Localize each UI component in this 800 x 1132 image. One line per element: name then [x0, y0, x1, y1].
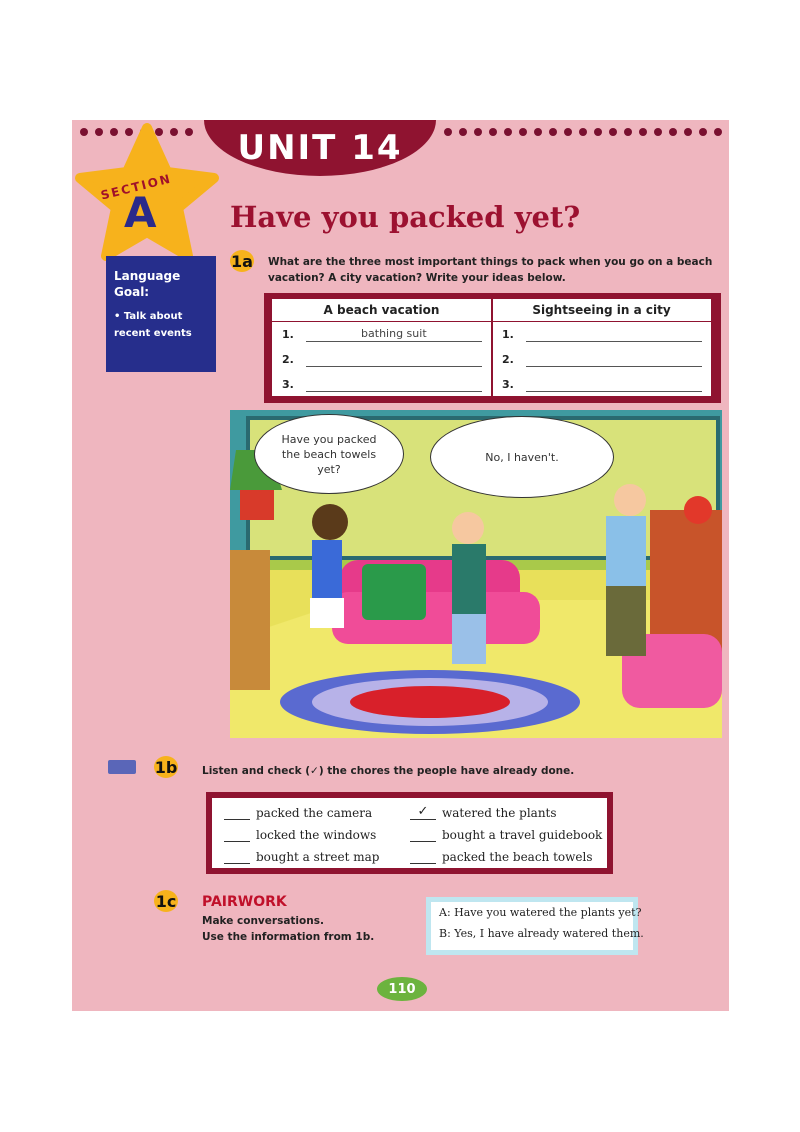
chore-label: packed the camera — [256, 806, 373, 820]
row-number: 3. — [502, 378, 514, 391]
language-goal-box — [106, 256, 216, 372]
chore-label: watered the plants — [442, 806, 557, 820]
pairwork-instructions — [202, 913, 374, 945]
pack-table — [272, 299, 711, 396]
unit-label: UNIT 14 — [237, 128, 403, 168]
beach-row-3 — [272, 372, 491, 397]
chore-item[interactable] — [410, 828, 602, 842]
city-header: Sightseeing in a city — [492, 299, 711, 322]
check-blank[interactable] — [224, 807, 250, 820]
conversation-box — [431, 902, 644, 950]
chore-item[interactable] — [224, 806, 372, 820]
exercise-1a-instruction: What are the three most important things to pack when you go on a beach vacation? A city vacation? Write your ideas below. — [268, 256, 713, 284]
exercise-1a-badge: 1a — [231, 251, 253, 271]
city-row-3 — [492, 372, 711, 397]
page-number: 110 — [377, 977, 427, 1001]
city-answer-3[interactable] — [526, 377, 702, 392]
conversation-frame — [426, 897, 644, 955]
row-number: 1. — [502, 328, 514, 341]
textbook-page — [72, 120, 729, 1011]
section-word: SECTION — [99, 171, 174, 203]
page-title: Have you packed yet? — [230, 200, 581, 234]
speech-bubble-left: Have you packed the beach towels yet? — [254, 414, 404, 494]
conversation-line-a: A: Have you watered the plants yet? — [439, 906, 642, 919]
beach-header: A beach vacation — [272, 299, 491, 322]
beach-column — [272, 299, 491, 396]
beach-row-2 — [272, 347, 491, 372]
beach-row-1 — [272, 322, 491, 347]
chore-label: locked the windows — [256, 828, 377, 842]
unit-banner — [204, 120, 436, 176]
dotted-rule-right — [444, 128, 729, 138]
city-answer-1[interactable] — [526, 327, 702, 342]
chore-item[interactable] — [410, 806, 557, 820]
city-row-2 — [492, 347, 711, 372]
check-blank[interactable] — [224, 851, 250, 864]
speech-bubble-right: No, I haven't. — [430, 416, 614, 498]
city-row-1 — [492, 322, 711, 347]
row-number: 3. — [282, 378, 294, 391]
chores-checklist — [212, 798, 607, 868]
pairwork-line-2: Use the information from 1b. — [202, 931, 375, 943]
pairwork-line-1: Make conversations. — [202, 915, 324, 927]
beach-answer-3[interactable] — [306, 377, 482, 392]
exercise-1c-badge: 1c — [155, 891, 177, 911]
language-goal-heading: Language Goal: — [114, 269, 181, 299]
exercise-1b-instruction: Listen and check (✓) the chores the people have already done. — [202, 765, 575, 777]
city-answer-2[interactable] — [526, 352, 702, 367]
beach-answer-1[interactable]: bathing suit — [306, 327, 482, 342]
beach-answer-2[interactable] — [306, 352, 482, 367]
chore-label: bought a street map — [256, 850, 380, 864]
pack-table-frame — [264, 293, 721, 403]
chore-item[interactable] — [224, 828, 376, 842]
pairwork-heading: PAIRWORK — [202, 894, 287, 910]
chore-item[interactable] — [224, 850, 379, 864]
row-number: 1. — [282, 328, 294, 341]
chore-label: bought a travel guidebook — [442, 828, 603, 842]
chore-item[interactable] — [410, 850, 593, 864]
check-blank[interactable] — [410, 829, 436, 842]
chores-checklist-frame — [206, 792, 613, 874]
living-room-illustration — [230, 410, 722, 738]
check-blank[interactable]: ✓ — [410, 807, 436, 820]
exercise-1b-badge: 1b — [154, 757, 178, 777]
check-blank[interactable] — [224, 829, 250, 842]
check-blank[interactable] — [410, 851, 436, 864]
row-number: 2. — [502, 353, 514, 366]
city-column — [492, 299, 711, 396]
chore-label: packed the beach towels — [442, 850, 593, 864]
language-goal-bullet: • Talk about recent events — [114, 311, 192, 339]
row-number: 2. — [282, 353, 294, 366]
conversation-line-b: B: Yes, I have already watered them. — [439, 927, 644, 940]
section-letter: A — [124, 188, 157, 237]
audio-cassette-icon[interactable] — [108, 760, 136, 774]
